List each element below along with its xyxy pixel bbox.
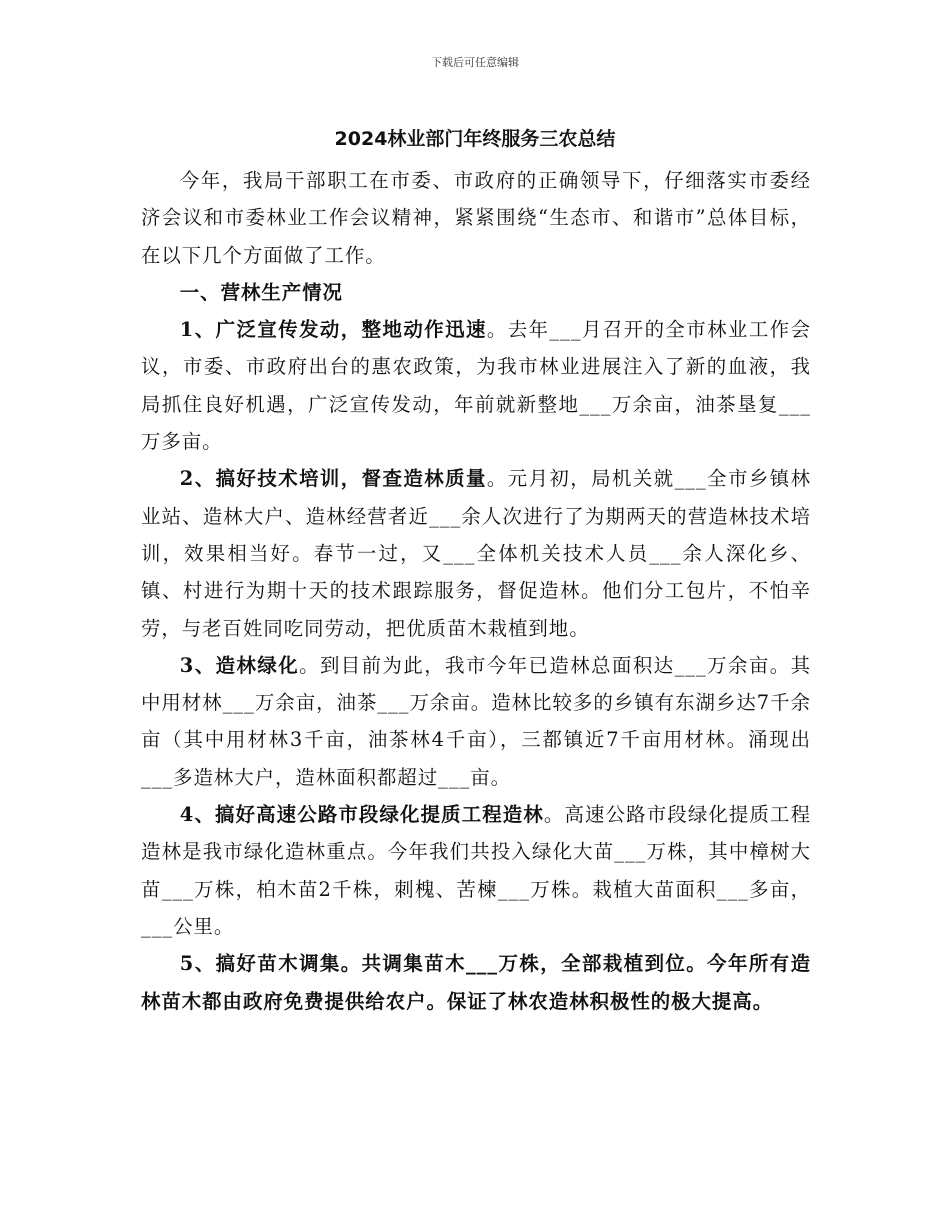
item-lead-2: 2、搞好技术培训，督查造林质量: [179, 467, 487, 491]
item-body-1: 。去年___月召开的全市林业工作会议，市委、市政府出台的惠农政策，为我市林业进展注入了新的血液，我局抓住良好机遇，广泛宣传发动，年前就新整地___万余亩，油茶垦复___万多亩。: [141, 318, 811, 454]
item-body-4: 。高速公路市段绿化提质工程造林是我市绿化造林重点。今年我们共投入绿化大苗___万株，其中樟树大苗___万株，柏木苗2千株，刺槐、苦楝___万株。栽植大苗面积___多亩，___公里。: [141, 803, 811, 938]
item-body-3: 。到目前为此，我市今年已造林总面积达___万余亩。其中用材林___万余亩，油茶___万余亩。造林比较多的乡镇有东湖乡达7千余亩（其中用材林3千亩，油茶林4千亩），三都镇近7千亩用材林。涌现出___多造林大户，造林面积都超过___亩。: [141, 653, 811, 789]
page-header-note: 下载后可任意编辑: [431, 56, 519, 69]
item-paragraph-3: [141, 647, 811, 796]
document-body: [141, 162, 811, 1020]
document-title: 2024林业部门年终服务三农总结: [334, 128, 616, 150]
intro-paragraph: 今年，我局干部职工在市委、市政府的正确领导下，仔细落实市委经济会议和市委林业工作会议精神，紧紧围绕“生态市、和谐市”总体目标，在以下几个方面做了工作。: [141, 169, 811, 267]
item-lead-1: 1、广泛宣传发动，整地动作迅速: [179, 318, 487, 342]
item-lead-3: 3、造林绿化: [179, 653, 300, 677]
section-heading-1: 一、营林生产情况: [179, 280, 343, 304]
item-body-2: 。元月初，局机关就___全市乡镇林业站、造林大户、造林经营者近___余人次进行了为期两天的营造林技术培训，效果相当好。春节一过，又___全体机关技术人员___余人深化乡、镇、村进行为期十天的技术跟踪服务，督促造林。他们分工包片，不怕辛劳，与老百姓同吃同劳动，把优质苗木栽植到地。: [141, 467, 811, 640]
item-lead-4: 4、搞好高速公路市段绿化提质工程造林: [179, 803, 544, 827]
item-paragraph-2: [141, 460, 811, 646]
item-paragraph-4: [141, 796, 811, 945]
item-paragraph-5: 5、搞好苗木调集。共调集苗木___万株，全部栽植到位。今年所有造林苗木都由政府免费提供给农户。保证了林农造林积极性的极大提高。: [141, 952, 811, 1013]
item-paragraph-1: [141, 311, 811, 460]
